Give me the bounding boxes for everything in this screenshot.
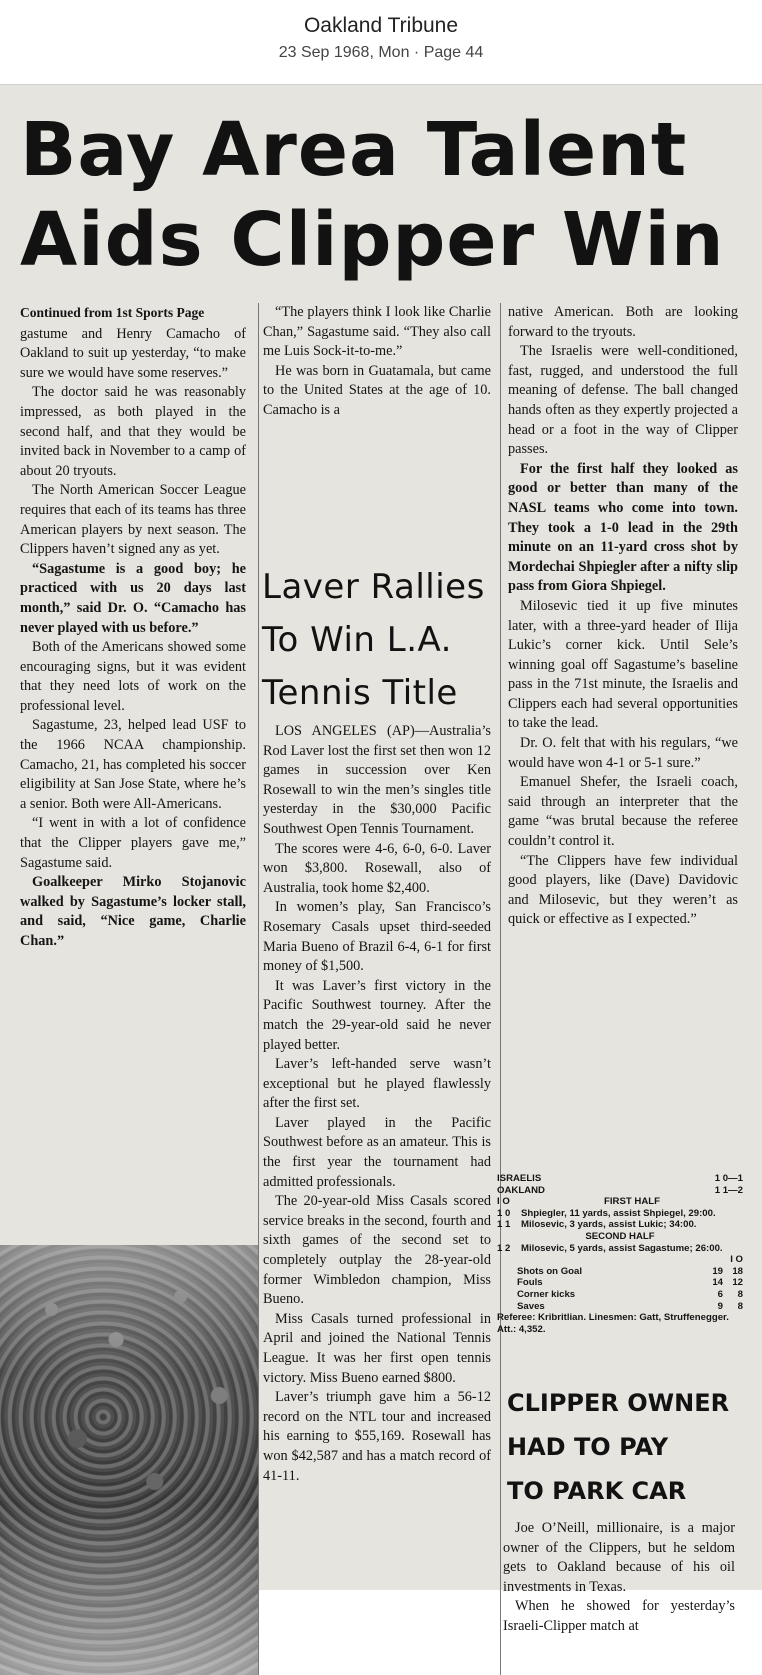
paragraph: “Sagastume is a good boy; he practiced with us 20 days last month,” said Dr. O. “Camacho has never played with us before.”: [20, 560, 246, 636]
tennis-article: [263, 722, 491, 1486]
paragraph: Sagastume, 23, helped lead USF to the 1966 NCAA championship. Camacho, 21, has completed his soccer eligibility at San Jose State, where he’s a senior. Both were All-Americans.: [20, 717, 246, 812]
paragraph: gastume and Henry Camacho of Oakland to suit up yesterday, “to make sure we would have some reserves.”: [20, 325, 246, 381]
paragraph: Emanuel Shefer, the Israeli coach, said through an interpreter that the game “was brutal because the referee couldn’t control it.: [508, 774, 738, 850]
column-rule: [500, 303, 501, 1675]
stat-i: 9: [717, 1300, 723, 1312]
tennis-headline: [262, 561, 498, 720]
newspaper-title: Oakland Tribune: [303, 14, 459, 37]
paragraph: The North American Soccer League requires that each of its teams has three American players by next season. The Clippers haven’t signed any as yet.: [20, 482, 246, 558]
paragraph: For the first half they looked as good or better than many of the NASL teams who come into town. They took a 1-0 lead in the 29th minute on an 11-yard cross shot by Mordechai Shpiegler after a nifty slip pass from Giora Shpiegel.: [508, 460, 738, 595]
main-headline-line-1: Bay Area Talent: [20, 107, 688, 193]
officials-line: Referee: Kribritlian. Linesmen: Gatt, Struffenegger. Att.: 4,352.: [497, 1312, 729, 1335]
scoring-play: [497, 1208, 743, 1220]
paragraph: The 20-year-old Miss Casals scored service breaks in the second, fourth and sixth games of the second set to completely outplay the 28-year-old former Wimbledon champion, Miss Bueno.: [263, 1193, 491, 1308]
stat-o: 12: [732, 1277, 743, 1289]
paragraph: Laver played in the Pacific Southwest before as an amateur. This is the first year the tournament had admitted professionals.: [263, 1114, 491, 1190]
tennis-headline-line-3: Tennis Title: [262, 673, 458, 713]
stat-i: 14: [712, 1277, 723, 1289]
owner-headline: [507, 1381, 757, 1513]
paragraph: When he showed for yesterday’s Israeli-Clipper match at: [503, 1598, 735, 1634]
team-score: 1 0—1: [714, 1173, 743, 1184]
team-score-row: [497, 1173, 743, 1185]
running-score: 1 0: [497, 1207, 511, 1219]
scoring-play: [497, 1243, 743, 1255]
paragraph: Dr. O. felt that with his regulars, “we would have won 4-1 or 5-1 sure.”: [508, 735, 738, 771]
stat-row: [497, 1301, 743, 1313]
running-score: 1 2: [497, 1242, 511, 1254]
tennis-headline-line-2: To Win L.A.: [262, 620, 452, 660]
owner-headline-line-3: TO PARK CAR: [507, 1477, 687, 1505]
stat-row: [497, 1266, 743, 1278]
owner-headline-line-1: CLIPPER OWNER: [507, 1389, 730, 1417]
newspaper-clipping: [0, 85, 762, 1634]
play-text: Milosevic, 3 yards, assist Lukic; 34:00.: [521, 1219, 697, 1231]
crowd-photo-shading: [0, 1245, 258, 1675]
paragraph: native American. Both are looking forward to the tryouts.: [508, 304, 738, 340]
paragraph: He was born in Guatamala, but came to the United States at the age of 10. Camacho is a: [263, 362, 491, 418]
team-name: OAKLAND: [497, 1184, 545, 1196]
paragraph: The Israelis were well-conditioned, fast, rugged, and understood the full meaning of defense. The ball changed hands often as they expertly projected a head or a foot in the way of Clipper passes.: [508, 343, 738, 458]
stat-label: Corner kicks: [517, 1288, 576, 1300]
paragraph: Milosevic tied it up five minutes later, with a three-yard header of Ilija Lukic’s corner kick. Until Sele’s winning goal off Sagastume’s baseline pass in the 71st minute, the Israelis and Clippers each had several opportunities to take the lead.: [508, 597, 738, 732]
first-half-label: FIRST HALF: [604, 1196, 660, 1208]
paragraph: Laver’s triumph gave him a 56-12 record on the NTL tour and increased his earning to $55,169. Rosewall has won $42,587 and has a match record of 41-11.: [263, 1389, 491, 1484]
paragraph: LOS ANGELES (AP)—Australia’s Rod Laver lost the first set then won 12 games in succession over Ken Rosewall to win the men’s singles title yesterday in the $30,000 Pacific Southwest Open Tennis Tournament.: [263, 723, 491, 837]
stat-label: Saves: [517, 1300, 545, 1312]
stats-header: I O: [730, 1254, 743, 1266]
stat-o: 8: [737, 1300, 743, 1312]
second-half-label: SECOND HALF: [585, 1230, 655, 1242]
owner-article: [503, 1519, 735, 1637]
article-column-1: [20, 303, 246, 952]
stat-label: Fouls: [517, 1277, 543, 1289]
box-score: [497, 1173, 743, 1335]
main-headline-line-2: Aids Clipper Win: [20, 197, 725, 283]
stats-header-row: [497, 1254, 743, 1266]
team-name: ISRAELIS: [497, 1173, 542, 1184]
io-header: I O: [497, 1196, 510, 1208]
stat-row: [497, 1277, 743, 1289]
team-score-row: [497, 1185, 743, 1197]
paragraph: The doctor said he was reasonably impressed, as both played in the second half, and that they would be invited back in November to a camp of about 20 tryouts.: [20, 384, 246, 479]
paragraph: The scores were 4-6, 6-0, 6-0. Laver won $3,800. Rosewall, also of Australia, took home $2,400.: [263, 840, 491, 896]
continued-line: Continued from 1st Sports Page: [20, 305, 205, 320]
play-text: Milosevic, 5 yards, assist Sagastume; 26:00.: [521, 1242, 723, 1254]
paragraph: Both of the Americans showed some encouraging signs, but it was evident that they need lots of work on the professional level.: [20, 639, 246, 714]
paragraph: It was Laver’s first victory in the Pacific Southwest tourney. After the match the 29-year-old said he never played better.: [263, 977, 491, 1053]
viewer-header: [0, 0, 762, 85]
stat-o: 18: [732, 1265, 743, 1277]
team-score: 1 1—2: [714, 1184, 743, 1196]
paragraph: In women’s play, San Francisco’s Rosemary Casals upset third-seeded Maria Bueno of Brazil 6-4, 6-1 for first money of $1,500.: [263, 899, 491, 975]
paragraph: Goalkeeper Mirko Stojanovic walked by Sagastume’s locker stall, and said, “Nice game, Charlie Chan.”: [20, 874, 246, 949]
stat-o: 8: [737, 1288, 743, 1300]
article-column-2: [263, 303, 491, 421]
tennis-headline-line-1: Laver Rallies: [262, 567, 485, 607]
column-rule: [258, 303, 259, 1675]
paragraph: Joe O’Neill, millionaire, is a major owner of the Clippers, but he seldom gets to Oakland because of his oil investments in Texas.: [503, 1520, 735, 1595]
half-row: [497, 1196, 743, 1208]
stat-label: Shots on Goal: [517, 1265, 583, 1277]
paragraph: Laver’s left-handed serve wasn’t exceptional but he played flawlessly after the first set.: [263, 1056, 491, 1112]
stat-row: [497, 1289, 743, 1301]
owner-headline-line-2: HAD TO PAY: [507, 1433, 669, 1461]
stat-i: 19: [712, 1265, 723, 1277]
paragraph: Miss Casals turned professional in April and joined the National Tennis League. It was her first open tennis victory. Miss Bueno earned $800.: [263, 1310, 491, 1386]
scoring-play: [497, 1219, 743, 1231]
issue-date-page: 23 Sep 1968, Mon · Page 44: [278, 44, 484, 61]
running-score: 1 1: [497, 1219, 511, 1231]
paragraph: “I went in with a lot of confidence that the Clipper players gave me,” Sagastume said.: [20, 815, 246, 871]
paragraph: “The Clippers have few individual good players, like (Dave) Davidovic and Milosevic, but they weren’t as quick or effective as I expected.”: [508, 852, 738, 928]
paragraph: “The players think I look like Charlie Chan,” Sagastume said. “They also call me Luis Sock-it-to-me.”: [263, 304, 491, 360]
article-column-3: [508, 303, 738, 930]
play-text: Shpiegler, 11 yards, assist Shpiegel, 29:00.: [521, 1207, 716, 1219]
stat-i: 6: [717, 1288, 723, 1300]
